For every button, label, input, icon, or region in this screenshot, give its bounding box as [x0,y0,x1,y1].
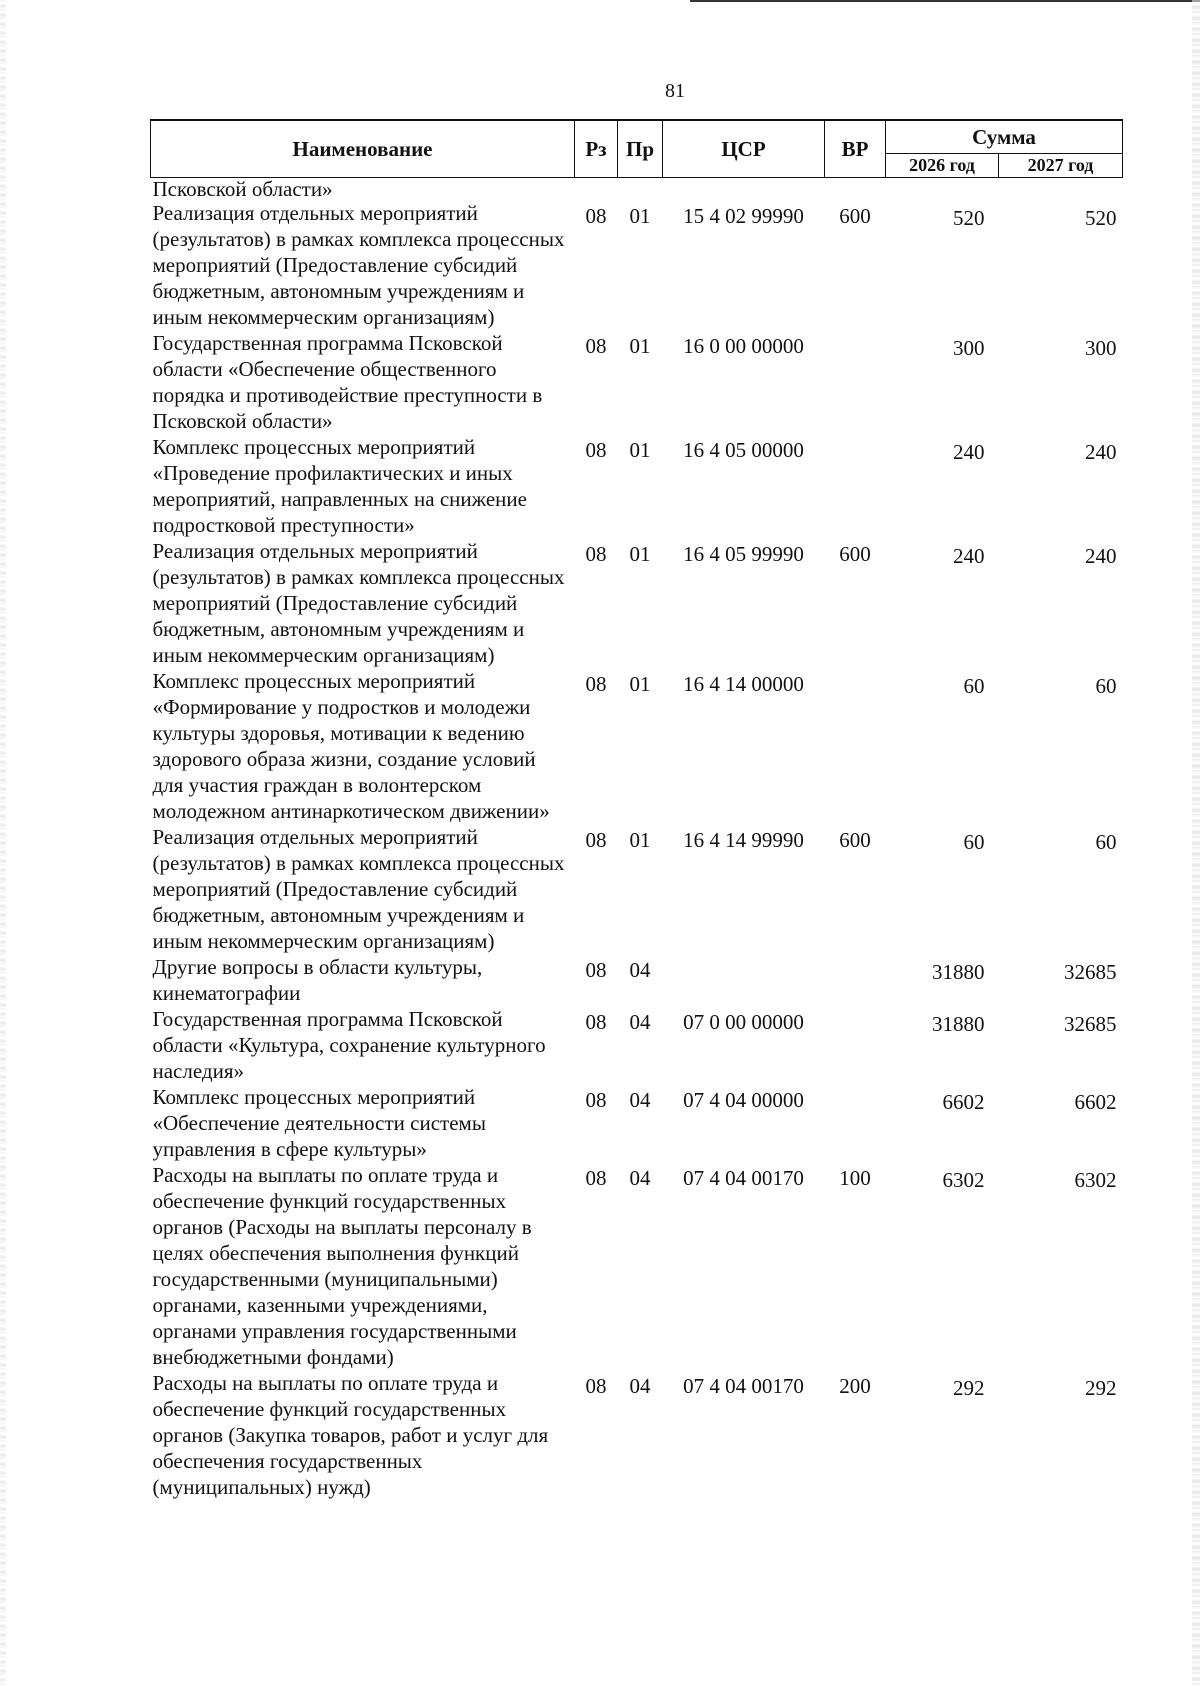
cell-vr [825,434,886,538]
cell-csr: 16 0 00 00000 [683,334,804,358]
cell-rz: 08 [585,204,607,228]
cell-name: Другие вопросы в области культуры, кинематографии [152,955,483,1005]
cell-pr: 04 [629,1010,651,1034]
cell-rz: 08 [585,1374,607,1398]
cell-name: Расходы на выплаты по оплате труда и обеспечение функций государственных органов (Закупка товаров, работ и услуг для обеспечения государственных (муниципальных) нужд) [152,1371,549,1499]
cell-name: Реализация отдельных мероприятий (результатов) в рамках комплекса процессных мероприятий (Предоставление субсидий бюджетным, автономным учреждениям и иным некоммерческим организациям) [152,539,565,667]
table-body [151,178,1123,1501]
scan-border-left [0,0,6,1686]
cell-rz: 08 [585,334,607,358]
cell-2026: 31880 [932,1012,985,1036]
cell-csr: 16 4 14 00000 [683,672,804,696]
cell-2027: 240 [1085,544,1117,568]
cell-vr: 600 [839,204,871,228]
cell-vr [825,1084,886,1162]
cell-pr: 04 [629,1374,651,1398]
cell-vr [825,954,886,1006]
cell-rz: 08 [585,542,607,566]
cell-rz: 08 [585,1166,607,1190]
cell-2027: 32685 [1064,1012,1117,1036]
table-row [151,954,1123,1006]
cell-2027: 520 [1085,206,1117,230]
header-pr: Пр [618,120,663,178]
cell-pr: 01 [629,672,651,696]
table-row [151,1084,1123,1162]
header-rz: Рз [575,120,618,178]
cell-csr: 16 4 05 00000 [683,438,804,462]
table-row [151,200,1123,330]
table-row [151,668,1123,824]
cell-pr: 01 [629,334,651,358]
cell-2027: 292 [1085,1376,1117,1400]
cell-2027: 60 [1095,830,1117,854]
cell-rz: 08 [585,1088,607,1112]
header-year-2027: 2027 год [999,153,1123,177]
table-row [151,1370,1123,1500]
cell-2026: 60 [963,674,985,698]
cell-pr: 01 [629,542,651,566]
cell-rz: 08 [585,1010,607,1034]
cell-2027: 6602 [1074,1090,1117,1114]
cell-2026: 6602 [942,1090,985,1114]
cell-2026: 60 [963,830,985,854]
budget-table [150,119,1123,1500]
cell-2026: 31880 [932,960,985,984]
cell-name: Государственная программа Псковской области «Обеспечение общественного порядка и противодействие преступности в Псковской области» [152,331,543,433]
cell-2026: 240 [953,544,985,568]
cell-name: Комплекс процессных мероприятий «Обеспечение деятельности системы управления в сфере культуры» [152,1085,486,1161]
cell-2026: 300 [953,336,985,360]
cell-pr: 01 [629,828,651,852]
header-year-2026: 2026 год [886,153,999,177]
cell-2026: 6302 [942,1168,985,1192]
cell-2027: 300 [1085,336,1117,360]
cell-pr: 04 [629,1166,651,1190]
cell-csr: 16 4 14 99990 [683,828,804,852]
continuation-row [151,178,1123,201]
cell-2027: 240 [1085,440,1117,464]
cell-pr: 01 [629,204,651,228]
cell-csr: 07 4 04 00000 [683,1088,804,1112]
header-vr: ВР [825,120,886,178]
cell-csr: 16 4 05 99990 [683,542,804,566]
cell-pr: 01 [629,438,651,462]
table-row [151,538,1123,668]
cell-csr [663,954,825,1006]
cell-csr: 15 4 02 99990 [683,204,804,228]
cell-name: Государственная программа Псковской области «Культура, сохранение культурного наследия» [152,1007,546,1083]
cell-2027: 32685 [1064,960,1117,984]
cell-vr: 200 [839,1374,871,1398]
cell-2026: 240 [953,440,985,464]
header-name: Наименование [151,120,575,178]
cell-name: Реализация отдельных мероприятий (результатов) в рамках комплекса процессных мероприятий (Предоставление субсидий бюджетным, автономным учреждениям и иным некоммерческим организациям) [152,201,565,329]
cell-rz: 08 [585,672,607,696]
table-header [151,120,1123,178]
cell-name: Комплекс процессных мероприятий «Формирование у подростков и молодежи культуры здоровья, мотивации к ведению здорового образа жизни, создание условий для участия граждан в волонтерском молодежном антинаркотическом движении» [152,669,550,823]
cell-rz: 08 [585,438,607,462]
scan-border-right [1192,0,1200,1686]
scan-border-top [690,0,1200,2]
cell-csr: 07 0 00 00000 [683,1010,804,1034]
cell-2026: 520 [953,206,985,230]
header-sum: Сумма [886,120,1123,153]
cell-vr: 600 [839,828,871,852]
cell-2027: 6302 [1074,1168,1117,1192]
table-row [151,1006,1123,1084]
cell-vr [825,1006,886,1084]
cell-vr [825,330,886,434]
cell-pr: 04 [629,1088,651,1112]
cell-vr [825,668,886,824]
continuation-text: Псковской области» [152,177,333,201]
cell-name: Расходы на выплаты по оплате труда и обеспечение функций государственных органов (Расходы на выплаты персоналу в целях обеспечения выполнения функций государственными (муниципальными) органами, казенными учреждениями, органами управления государственными внебюджетными фондами) [152,1163,532,1369]
cell-csr: 07 4 04 00170 [683,1374,804,1398]
cell-rz: 08 [585,828,607,852]
cell-vr: 600 [839,542,871,566]
cell-pr: 04 [629,958,651,982]
header-csr: ЦСР [663,120,825,178]
cell-2026: 292 [953,1376,985,1400]
table-row [151,330,1123,434]
cell-2027: 60 [1095,674,1117,698]
cell-rz: 08 [585,958,607,982]
table-row [151,434,1123,538]
page-number: 81 [665,80,685,102]
cell-csr: 07 4 04 00170 [683,1166,804,1190]
cell-name: Комплекс процессных мероприятий «Проведение профилактических и иных мероприятий, направленных на снижение подростковой преступности» [152,435,527,537]
table-row [151,824,1123,954]
table-row [151,1162,1123,1370]
cell-vr: 100 [839,1166,871,1190]
cell-name: Реализация отдельных мероприятий (результатов) в рамках комплекса процессных мероприятий (Предоставление субсидий бюджетным, автономным учреждениям и иным некоммерческим организациям) [152,825,565,953]
